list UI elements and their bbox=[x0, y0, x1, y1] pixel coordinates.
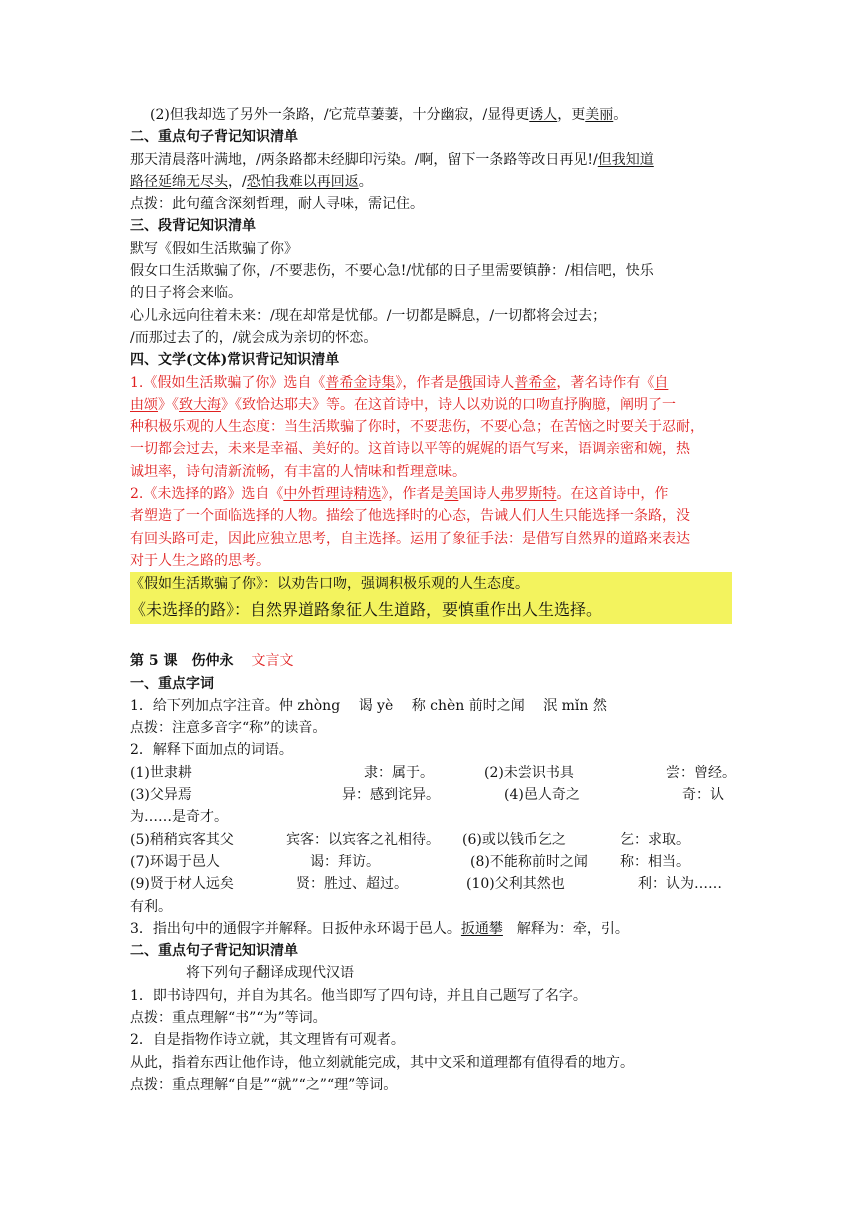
red-text-line: 对于人生之路的思考。 bbox=[130, 552, 270, 569]
text-run: 国诗人 bbox=[458, 486, 501, 503]
underlined-text: 中外哲理诗精选 bbox=[283, 486, 382, 503]
instruction-line: 将下列句子翻译成现代汉语 bbox=[186, 965, 354, 982]
underlined-text: 美 bbox=[444, 486, 459, 503]
text-run: (2)但我却选了另外一条路，/它荒草萋萋，十分幽寂，/显得更 bbox=[150, 107, 530, 123]
question-line bbox=[130, 918, 732, 940]
vocab-item: (4)邑人奇之 bbox=[504, 787, 580, 804]
note-line: 点拨：注意多音字“称”的读音。 bbox=[130, 720, 327, 737]
underlined-text: 美丽 bbox=[585, 107, 614, 123]
vocab-item: (2)未尝识书具 bbox=[484, 764, 574, 781]
vocab-meaning: 异：感到诧异。 bbox=[342, 787, 440, 804]
underlined-text: 弗罗斯特 bbox=[500, 486, 557, 503]
red-text-line: 者塑造了一个面临选择的人物。描绘了他选择时的心态，告诫人们人生只能选择一条路，没 bbox=[130, 508, 690, 525]
vocab-wrap-line: 为……是奇才。 bbox=[130, 809, 228, 826]
question-line: 1．即书诗四句，并自为其名。他当即写了四句诗，并且自己题写了名字。 bbox=[130, 987, 587, 1004]
text-line: 默写《假如生活欺骗了你》 bbox=[130, 240, 298, 257]
underlined-text: 普希金 bbox=[514, 374, 557, 391]
underlined-text: 俄 bbox=[458, 374, 473, 391]
spacer bbox=[130, 624, 732, 650]
underlined-text: 普希金诗集 bbox=[325, 374, 396, 391]
red-text-line bbox=[130, 394, 732, 416]
underlined-text: 但我知道 bbox=[597, 151, 654, 168]
underlined-text: 致大海 bbox=[179, 396, 221, 413]
underlined-text: 扳通攀 bbox=[460, 920, 503, 937]
text-run: ，/ bbox=[228, 173, 247, 190]
vocab-meaning: 称：相当。 bbox=[620, 853, 690, 870]
red-text-line: 一切都会过去，未来是幸福、美好的。这首诗以平等的娓娓的语气写来，语调亲密和婉，热 bbox=[130, 441, 690, 458]
text-run: 》，作者是 bbox=[395, 374, 459, 391]
vocab-row bbox=[130, 829, 732, 851]
highlight-line-large: 《未选择的路》：自然界道路象征人生道路，要慎重作出人生选择。 bbox=[130, 600, 603, 620]
underlined-text: 恐怕我难以再回返 bbox=[246, 173, 359, 190]
text-run: ，更 bbox=[557, 107, 586, 123]
text-run: 》《致恰达耶夫》等。在这首诗中，诗人以劝说的口吻直抒胸臆，阐明了一 bbox=[221, 396, 676, 413]
vocab-wrap-line: 有利。 bbox=[130, 898, 172, 915]
underlined-text: 自 bbox=[654, 374, 669, 391]
highlight-box bbox=[130, 572, 732, 624]
lesson-genre: 文言文 bbox=[251, 653, 294, 670]
vocab-meaning: 宾客：以宾客之礼相待。 bbox=[286, 831, 440, 848]
vocab-item: (1)世隶耕 bbox=[130, 764, 192, 781]
note-line: 点拨：重点理解“书”“为”等词。 bbox=[130, 1009, 327, 1026]
text-run: 。 bbox=[613, 107, 628, 123]
question-line: 1．给下列加点字注音。仲 zhòng 谒 yè 称 chèn 前时之闻 泯 mǐn 然 bbox=[130, 697, 607, 714]
text-line bbox=[130, 171, 732, 193]
lesson-title-text: 第 5 课 伤仲永 bbox=[130, 653, 234, 670]
text-run: 。在这首诗中，作 bbox=[556, 486, 669, 503]
red-text-line bbox=[130, 372, 732, 394]
answer-line: 从此，指着东西让他作诗，他立刻就能完成，其中文采和道理都有值得看的地方。 bbox=[130, 1054, 634, 1071]
red-text-line bbox=[130, 483, 732, 505]
text-run: 解释为：牵，引。 bbox=[502, 920, 629, 937]
text-run: 。 bbox=[358, 173, 373, 190]
section-heading: 四、文学(文体)常识背记知识清单 bbox=[130, 352, 340, 369]
red-text-line: 种积极乐观的人生态度：当生活欺骗了你时，不要悲伤，不要心急；在苦恼之时要关于忍耐， bbox=[130, 419, 704, 436]
vocab-meaning: 尝：曾经。 bbox=[666, 764, 736, 781]
section-heading: 二、重点句子背记知识清单 bbox=[130, 129, 298, 146]
text-run: 国诗人 bbox=[472, 374, 515, 391]
lesson-title bbox=[130, 650, 732, 672]
vocab-row bbox=[130, 873, 732, 895]
red-text-line: 诚坦率，诗句清新流畅，有丰富的人情味和哲理意味。 bbox=[130, 463, 466, 480]
red-text-line: 有回头路可走，因此应独立思考，自主选择。运用了象征手法：是借写自然界的道路来表达 bbox=[130, 530, 690, 547]
vocab-meaning: 隶：属于。 bbox=[364, 764, 434, 781]
vocab-item: (6)或以钱币乞之 bbox=[462, 831, 566, 848]
vocab-meaning: 贤：胜过、超过。 bbox=[296, 876, 408, 893]
text-run: 3．指出句中的通假字并解释。日扳仲永环谒于邑人。 bbox=[130, 920, 461, 937]
vocab-item: (9)贤于材人远矣 bbox=[130, 876, 234, 893]
underlined-text: 路径延绵无尽头 bbox=[130, 173, 228, 190]
vocab-row bbox=[130, 851, 732, 873]
vocab-row bbox=[130, 784, 732, 806]
question-line: 2．自是指物作诗立就，其文理皆有可观者。 bbox=[130, 1032, 405, 1049]
text-run: 2.《未选择的路》选自《 bbox=[130, 486, 284, 503]
section-heading: 二、重点句子背记知识清单 bbox=[130, 943, 298, 960]
highlight-line: 《假如生活欺骗了你》：以劝告口吻，强调积极乐观的人生态度。 bbox=[130, 576, 529, 593]
vocab-meaning: 谒：拜访。 bbox=[310, 853, 380, 870]
question-line: 2．解释下面加点的词语。 bbox=[130, 742, 293, 759]
note-line: 点拨：此句蕴含深刻哲理，耐人寻味，需记住。 bbox=[130, 196, 424, 213]
text-line: /而那过去了的，/就会成为亲切的怀恋。 bbox=[130, 329, 378, 346]
vocab-meaning: 奇：认 bbox=[682, 787, 724, 804]
note-line: 点拨：重点理解“自是”“就”“之”“理”等词。 bbox=[130, 1076, 398, 1093]
text-line: 的日子将会来临。 bbox=[130, 285, 242, 302]
vocab-meaning: 利：认为…… bbox=[638, 876, 722, 893]
vocab-item: (3)父异焉 bbox=[130, 787, 192, 804]
vocab-item: (8)不能称前时之闻 bbox=[470, 853, 588, 870]
vocab-item: (5)稍稍宾客其父 bbox=[130, 831, 234, 848]
section-heading: 一、重点字词 bbox=[130, 675, 214, 692]
text-run: 》，作者是 bbox=[381, 486, 445, 503]
text-line: 假女口生活欺骗了你，/不要悲伤，不要心急!/忧郁的日子里需要镇静：/相信吧，快乐 bbox=[130, 263, 654, 280]
section-heading: 三、段背记知识清单 bbox=[130, 218, 256, 235]
text-line: 心儿永远向往着未来：/现在却常是忧郁。/一切都是瞬息，/一切都将会过去； bbox=[130, 307, 607, 324]
vocab-item: (7)环谒于邑人 bbox=[130, 853, 220, 870]
vocab-item: (10)父利其然也 bbox=[466, 876, 565, 893]
text-run: 1.《假如生活欺骗了你》选自《 bbox=[130, 374, 326, 391]
text-run: 》《 bbox=[158, 396, 179, 413]
underlined-text: 由颂 bbox=[130, 396, 158, 413]
vocab-meaning: 乞：求取。 bbox=[620, 831, 690, 848]
text-line bbox=[130, 149, 732, 171]
text-run: ，著名诗作有《 bbox=[556, 374, 655, 391]
underlined-text: 诱人 bbox=[529, 107, 558, 123]
vocab-row bbox=[130, 762, 736, 784]
document-body bbox=[130, 104, 736, 1096]
poem-line bbox=[130, 104, 732, 126]
text-run: 那天清晨落叶满地，/两条路都未经脚印污染。/啊，留下一条路等改日再见!/ bbox=[130, 151, 598, 168]
